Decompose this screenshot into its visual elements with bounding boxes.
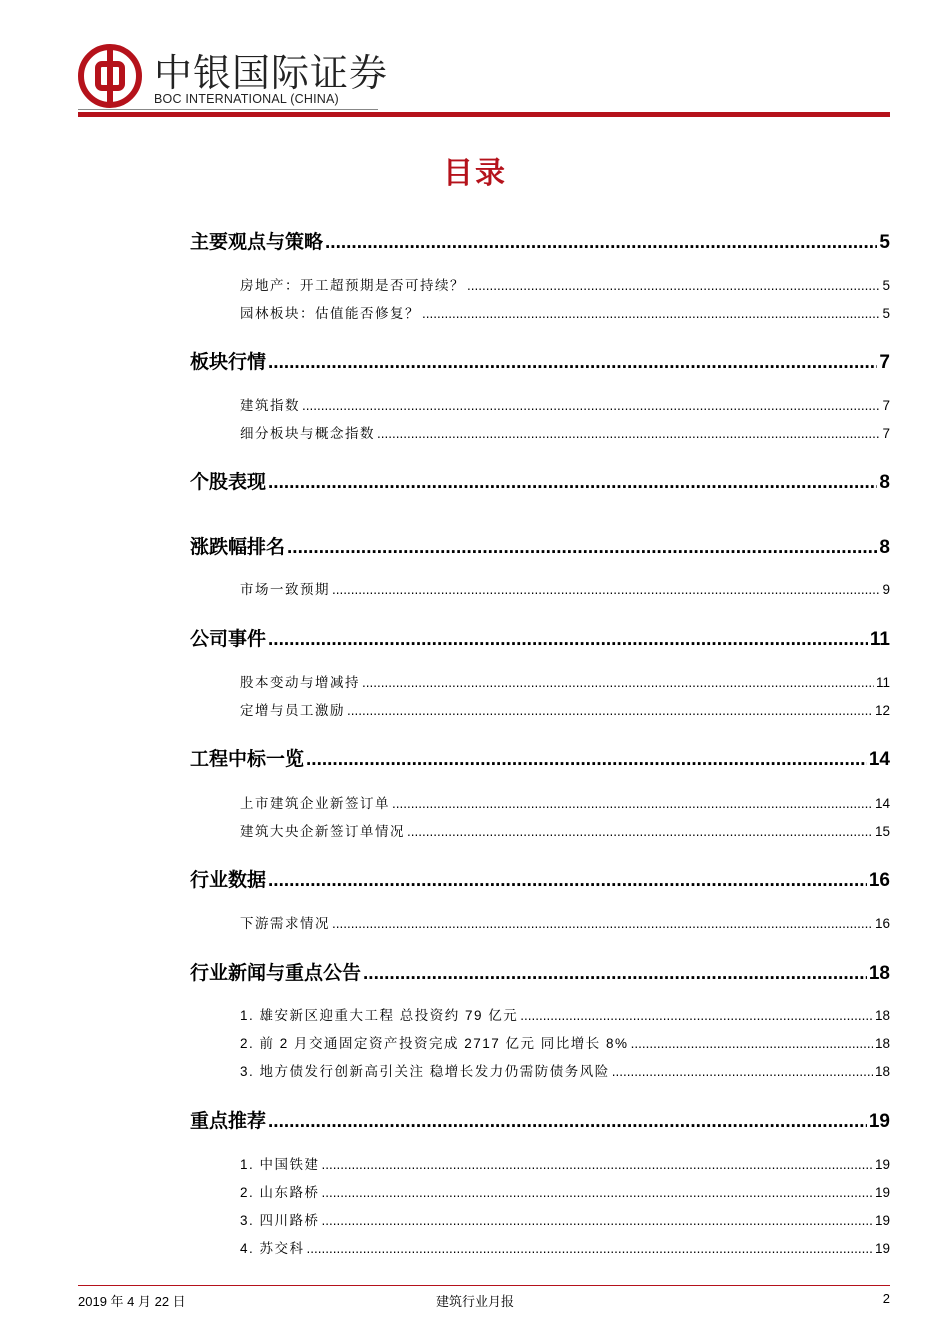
toc-dot-leader (302, 398, 880, 413)
toc-section-entry[interactable] (190, 532, 890, 559)
toc-dot-leader (467, 278, 880, 293)
footer-date: 2019 年 4 月 22 日 (78, 1294, 186, 1309)
header-red-rule (78, 112, 890, 117)
toc-entry-label: 重点推荐 (190, 1111, 267, 1132)
toc-subsection-entry[interactable] (240, 1209, 890, 1229)
toc-dot-leader (322, 1185, 873, 1200)
toc-entry-label: 4. 苏交科 (240, 1241, 305, 1256)
toc-entry-label: 1. 中国铁建 (240, 1157, 320, 1172)
toc-section-entry[interactable] (190, 624, 890, 651)
toc-dot-leader (268, 870, 867, 892)
toc-dot-leader (322, 1157, 873, 1172)
toc-section-entry[interactable] (190, 1106, 890, 1133)
toc-dot-leader (268, 472, 877, 494)
toc-section-entry[interactable] (190, 958, 890, 985)
toc-dot-leader (307, 1241, 873, 1256)
toc-subsection-entry[interactable] (240, 394, 890, 414)
toc-dot-leader (325, 232, 877, 254)
brand-name-en: BOC INTERNATIONAL (CHINA) (154, 92, 339, 106)
toc-dot-leader (268, 1111, 867, 1133)
toc-entry-label: 3. 四川路桥 (240, 1213, 320, 1228)
toc-dot-leader (268, 352, 877, 374)
toc-dot-leader (362, 675, 874, 690)
toc-entry-page: 18 (874, 1008, 890, 1023)
toc-entry-page: 19 (874, 1185, 890, 1200)
toc-entry-page: 19 (874, 1213, 890, 1228)
toc-entry-page: 5 (879, 232, 890, 253)
toc-entry-page: 19 (874, 1157, 890, 1172)
toc-subsection-entry[interactable] (240, 912, 890, 932)
toc-entry-label: 定增与员工激励 (240, 703, 345, 718)
toc-dot-leader (520, 1008, 873, 1023)
toc-subsection-entry[interactable] (240, 578, 890, 598)
brand-name-cn: 中银国际证券 (154, 53, 389, 95)
toc-entry-label: 工程中标一览 (190, 749, 305, 770)
toc-entry-page: 14 (868, 749, 890, 770)
toc-entry-label: 公司事件 (190, 629, 267, 650)
toc-entry-label: 涨跌幅排名 (190, 537, 286, 558)
toc-entry-label: 1. 雄安新区迎重大工程 总投资约 79 亿元 (240, 1008, 519, 1023)
toc-entry-label: 行业数据 (190, 870, 267, 891)
toc-entry-label: 股本变动与增减持 (240, 675, 360, 690)
toc-entry-label: 市场一致预期 (240, 582, 330, 597)
toc-dot-leader (347, 703, 873, 718)
toc-subsection-entry[interactable] (240, 422, 890, 442)
toc-section-entry[interactable] (190, 865, 890, 892)
toc-subsection-entry[interactable] (240, 1060, 890, 1080)
toc-entry-page: 8 (879, 537, 890, 558)
toc-entry-label: 建筑指数 (240, 398, 300, 413)
toc-entry-page: 12 (874, 703, 890, 718)
toc-subsection-entry[interactable] (240, 699, 890, 719)
toc-dot-leader (631, 1036, 873, 1051)
toc-dot-leader (332, 916, 873, 931)
toc-entry-label: 3. 地方债发行创新高引关注 稳增长发力仍需防债务风险 (240, 1064, 610, 1079)
toc-subsection-entry[interactable] (240, 1004, 890, 1024)
toc-entry-label: 行业新闻与重点公告 (190, 963, 362, 984)
footer-report-title: 建筑行业月报 (435, 1294, 514, 1309)
toc-entry-page: 19 (868, 1111, 890, 1132)
toc-entry-page: 11 (875, 675, 890, 690)
boc-logo-icon (78, 44, 142, 108)
toc-entry-page: 9 (882, 582, 890, 597)
header-thin-rule (78, 109, 378, 110)
toc-dot-leader (377, 426, 880, 441)
footer-rule (78, 1285, 890, 1286)
toc-entry-label: 2. 前 2 月交通固定资产投资完成 2717 亿元 同比增长 8% (240, 1036, 629, 1051)
toc-section-entry[interactable] (190, 347, 890, 374)
toc-dot-leader (612, 1064, 873, 1079)
toc-section-entry[interactable] (190, 467, 890, 494)
toc-entry-label: 细分板块与概念指数 (240, 426, 375, 441)
toc-entry-label: 房地产：开工超预期是否可持续？ (240, 278, 465, 293)
toc-entry-page: 16 (874, 916, 890, 931)
toc-dot-leader (268, 629, 868, 651)
toc-subsection-entry[interactable] (240, 302, 890, 322)
toc-entry-page: 7 (879, 352, 890, 373)
toc-subsection-entry[interactable] (240, 274, 890, 294)
toc-entry-page: 18 (874, 1064, 890, 1079)
toc-entry-label: 主要观点与策略 (190, 232, 324, 253)
toc-entry-label: 下游需求情况 (240, 916, 330, 931)
toc-dot-leader (332, 582, 880, 597)
toc-section-entry[interactable] (190, 744, 890, 771)
toc-entry-label: 上市建筑企业新签订单 (240, 796, 390, 811)
toc-entry-page: 18 (868, 963, 890, 984)
toc-dot-leader (422, 306, 880, 321)
toc-entry-label: 板块行情 (190, 352, 267, 373)
toc-subsection-entry[interactable] (240, 820, 890, 840)
toc-entry-page: 5 (882, 278, 890, 293)
toc-entry-label: 建筑大央企新签订单情况 (240, 824, 405, 839)
toc-entry-label: 个股表现 (190, 472, 267, 493)
toc-dot-leader (363, 963, 867, 985)
footer-page-number: 2 (882, 1291, 890, 1306)
report-header (78, 38, 890, 120)
toc-entry-page: 15 (874, 824, 890, 839)
toc-entry-label: 2. 山东路桥 (240, 1185, 320, 1200)
toc-subsection-entry[interactable] (240, 671, 890, 691)
toc-dot-leader (407, 824, 873, 839)
toc-title: 目录 (443, 157, 507, 190)
toc-entry-page: 7 (882, 426, 890, 441)
toc-entry-page: 7 (882, 398, 890, 413)
toc-dot-leader (322, 1213, 873, 1228)
toc-subsection-entry[interactable] (240, 1153, 890, 1173)
toc-subsection-entry[interactable] (240, 1237, 890, 1257)
toc-subsection-entry[interactable] (240, 792, 890, 812)
toc-entry-page: 5 (882, 306, 890, 321)
toc-dot-leader (306, 749, 867, 771)
toc-entry-page: 11 (869, 629, 890, 650)
toc-entry-page: 8 (879, 472, 890, 493)
toc-entry-page: 19 (874, 1241, 890, 1256)
toc-entry-page: 18 (874, 1036, 890, 1051)
toc-dot-leader (392, 796, 873, 811)
toc-subsection-entry[interactable] (240, 1032, 890, 1052)
toc-entry-page: 16 (868, 870, 890, 891)
toc-section-entry[interactable] (190, 227, 890, 254)
toc-entry-label: 园林板块：估值能否修复？ (240, 306, 420, 321)
toc-subsection-entry[interactable] (240, 1181, 890, 1201)
toc-dot-leader (287, 537, 877, 559)
toc-entry-page: 14 (874, 796, 890, 811)
